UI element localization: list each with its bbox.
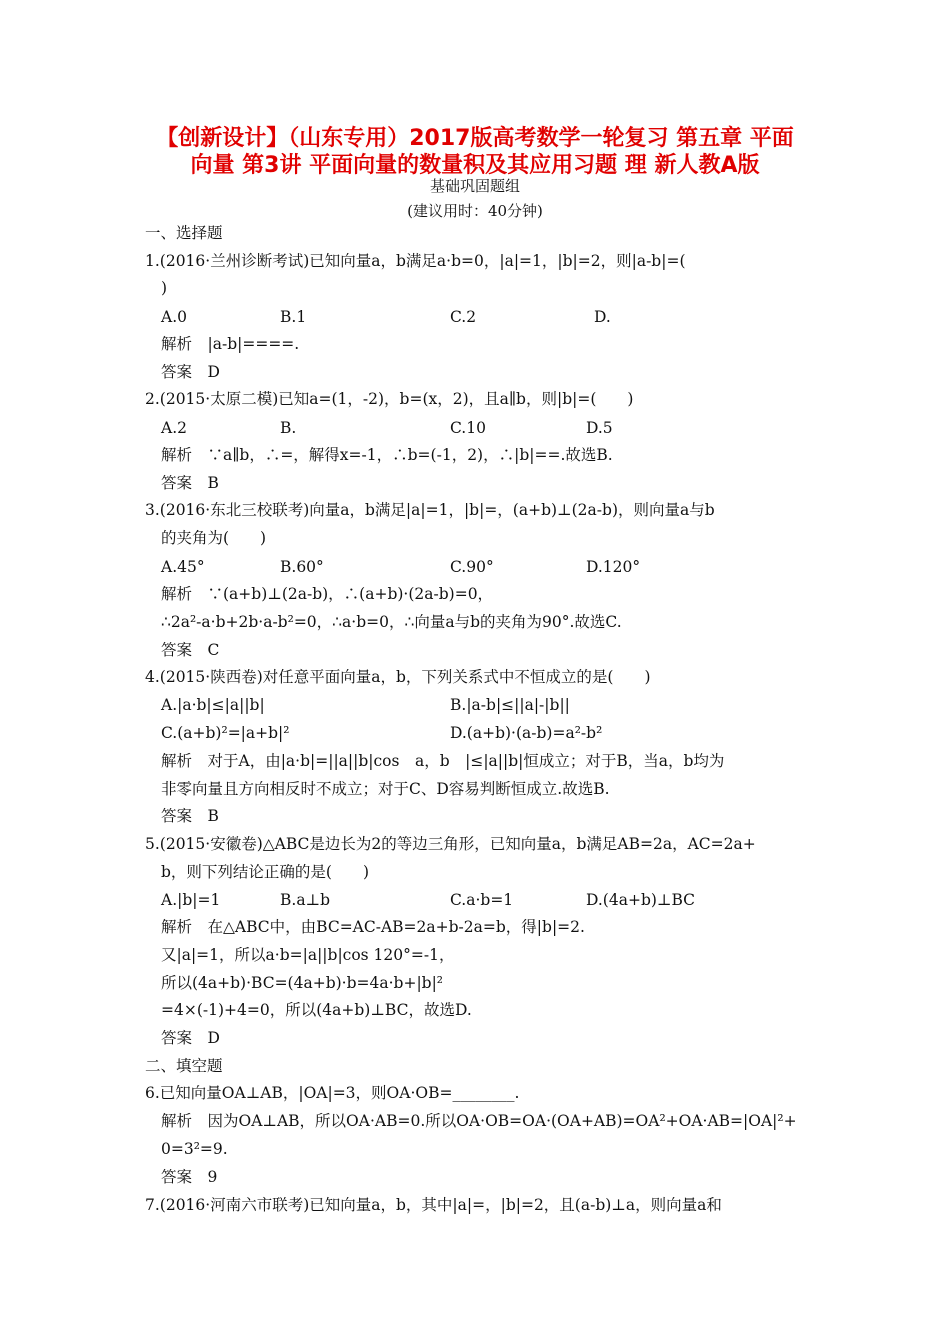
q3-answer: 答案 C [161,641,220,659]
q2-option-b: B. [280,419,297,437]
q5-analysis-line: 所以(4a+b)·BC=(4a+b)·b=4a·b+|b|² [161,974,444,992]
q5-option-c: C.a·b=1 [450,891,514,909]
q1-stem: 1.(2016·兰州诊断考试)已知向量a，b满足a·b=0，|a|=1，|b|=2，则|a-b|=( [145,252,686,270]
doc-title-line1: 【创新设计】（山东专用）2017版高考数学一轮复习 第五章 平面 [156,126,794,151]
q7-stem: 7.(2016·河南六市联考)已知向量a，b，其中|a|=，|b|=2，且(a-b)⊥a，则向量a和 [145,1196,722,1214]
q2-stem: 2.(2015·太原二模)已知a=(1，-2)，b=(x，2)，且a∥b，则|b|=( ) [145,390,634,408]
q3-stem-cont: 的夹角为( ) [161,529,267,547]
q2-option-d: D.5 [586,419,613,437]
q1-option-b: B.1 [280,308,307,326]
q3-analysis-cont: ∴2a²-a·b+2b·a-b²=0，∴a·b=0，∴向量a与b的夹角为90°.故选C. [161,613,622,631]
q5-analysis-line: 又|a|=1，所以a·b=|a||b|cos 120°=-1， [161,946,455,964]
q4-stem: 4.(2015·陕西卷)对任意平面向量a，b，下列关系式中不恒成立的是( ) [145,668,651,686]
q5-stem-cont: b，则下列结论正确的是( ) [161,863,370,881]
q3-option-c: C.90° [450,558,494,576]
q1-answer: 答案 D [161,363,220,381]
q4-option-d: D.(a+b)·(a-b)=a²-b² [450,724,603,742]
q6-answer: 答案 9 [161,1168,218,1186]
q2-option-a: A.2 [161,419,187,437]
q6-analysis: 解析 因为OA⊥AB，所以OA·AB=0.所以OA·OB=OA·(OA+AB)=OA²+OA·AB=|OA|²+ [161,1112,797,1130]
q5-option-b: B.a⊥b [280,891,331,909]
q5-stem: 5.(2015·安徽卷)△ABC是边长为2的等边三角形，已知向量a，b满足AB=2a，AC=2a+ [145,835,756,853]
q1-option-c: C.2 [450,308,477,326]
doc-subtitle: 基础巩固题组 [429,177,520,195]
q6-analysis-cont: 0=3²=9. [161,1140,228,1158]
q5-answer: 答案 D [161,1029,220,1047]
q2-option-c: C.10 [450,419,486,437]
q1-option-d: D. [594,308,611,326]
time-note: (建议用时：40分钟) [407,202,543,220]
q4-answer: 答案 B [161,807,219,825]
q1-analysis: 解析 |a-b|====. [161,335,300,353]
q3-option-a: A.45° [161,558,205,576]
q5-analysis-line: =4×(-1)+4=0，所以(4a+b)⊥BC，故选D. [161,1001,472,1019]
q3-analysis: 解析 ∵(a+b)⊥(2a-b)，∴(a+b)·(2a-b)=0， [161,585,494,603]
q5-option-a: A.|b|=1 [161,891,221,909]
section-choice-heading: 一、选择题 [145,224,223,242]
q4-option-c: C.(a+b)²=|a+b|² [161,724,290,742]
q4-option-b: B.|a-b|≤||a|-|b|| [450,696,570,714]
section-fill-heading: 二、填空题 [145,1057,223,1075]
q6-stem: 6.已知向量OA⊥AB，|OA|=3，则OA·OB=________. [145,1084,520,1102]
q1-stem-cont: ) [161,279,168,297]
q2-analysis: 解析 ∵a∥b，∴=，解得x=-1，∴b=(-1，2)，∴|b|==.故选B. [161,446,613,464]
q3-option-d: D.120° [586,558,641,576]
q5-analysis: 解析 在△ABC中，由BC=AC-AB=2a+b-2a=b，得|b|=2. [161,918,585,936]
q1-option-a: A.0 [161,308,187,326]
q2-answer: 答案 B [161,474,219,492]
q5-option-d: D.(4a+b)⊥BC [586,891,696,909]
q4-option-a: A.|a·b|≤|a||b| [161,696,265,714]
q3-stem: 3.(2016·东北三校联考)向量a，b满足|a|=1，|b|=，(a+b)⊥(2a-b)，则向量a与b [145,501,715,519]
q3-option-b: B.60° [280,558,324,576]
doc-title-line2: 向量 第3讲 平面向量的数量积及其应用习题 理 新人教A版 [190,153,760,178]
q4-analysis: 解析 对于A，由|a·b|=||a||b|cos a，b |≤|a||b|恒成立；对于B，当a，b均为 [161,752,725,770]
q4-analysis-cont: 非零向量且方向相反时不成立；对于C、D容易判断恒成立.故选B. [161,780,610,798]
